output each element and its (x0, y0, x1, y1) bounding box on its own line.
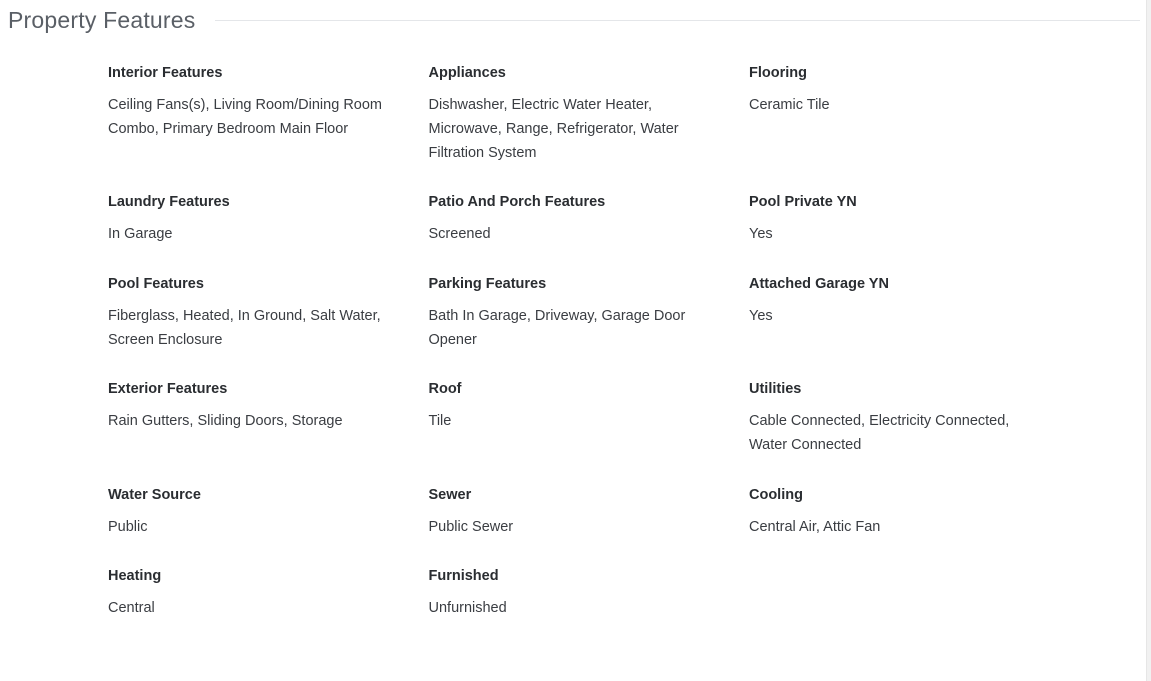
feature-value: Unfurnished (428, 600, 507, 616)
feature-label: Parking Features (428, 276, 547, 292)
feature-label: Exterior Features (108, 381, 228, 397)
section-title: Property Features (8, 6, 196, 33)
feature-roof (429, 380, 750, 486)
feature-label: Interior Features (108, 65, 223, 81)
feature-value: Cable Connected, Electricity Connected, Water Connected (749, 413, 1010, 453)
feature-value: In Garage (108, 226, 173, 242)
feature-utilities (749, 380, 1068, 486)
feature-interior-features (108, 64, 429, 193)
feature-value: Bath In Garage, Driveway, Garage Door Opener (428, 308, 686, 348)
feature-heating (108, 567, 429, 647)
feature-laundry-features (108, 193, 429, 275)
feature-water-source (108, 486, 429, 567)
section-header (8, 4, 1140, 36)
feature-label: Utilities (749, 381, 802, 397)
feature-label: Heating (108, 568, 162, 584)
feature-cooling (749, 486, 1068, 567)
feature-label: Furnished (428, 568, 499, 584)
feature-pool-private-yn (749, 193, 1068, 275)
feature-furnished (429, 567, 750, 647)
feature-value: Screened (428, 226, 491, 242)
feature-parking-features (429, 275, 750, 380)
feature-pool-features (108, 275, 429, 380)
feature-attached-garage-yn (749, 275, 1068, 380)
feature-label: Appliances (428, 65, 506, 81)
feature-sewer (429, 486, 750, 567)
feature-label: Patio And Porch Features (428, 194, 606, 210)
feature-label: Sewer (428, 487, 472, 503)
feature-patio-and-porch-features (429, 193, 750, 275)
feature-label: Attached Garage YN (749, 276, 889, 292)
feature-value: Tile (428, 413, 452, 429)
feature-label: Water Source (108, 487, 201, 503)
feature-value: Rain Gutters, Sliding Doors, Storage (108, 413, 343, 429)
feature-value: Dishwasher, Electric Water Heater, Microwave, Range, Refrigerator, Water Filtration System (428, 97, 679, 161)
feature-appliances (429, 64, 750, 193)
features-grid (108, 64, 1068, 647)
feature-label: Flooring (749, 65, 807, 81)
feature-label: Pool Private YN (749, 194, 857, 210)
feature-value: Yes (749, 226, 773, 242)
feature-value: Public Sewer (428, 519, 514, 535)
scrollbar-track[interactable] (1146, 0, 1151, 681)
feature-label: Laundry Features (108, 194, 230, 210)
feature-value: Fiberglass, Heated, In Ground, Salt Water, Screen Enclosure (108, 308, 381, 348)
feature-label: Pool Features (108, 276, 204, 292)
feature-value: Ceramic Tile (749, 97, 830, 113)
feature-exterior-features (108, 380, 429, 486)
feature-value: Yes (749, 308, 773, 324)
section-divider (215, 20, 1140, 21)
feature-value: Ceiling Fans(s), Living Room/Dining Room Combo, Primary Bedroom Main Floor (108, 97, 382, 137)
feature-value: Public (108, 519, 148, 535)
feature-label: Roof (428, 381, 462, 397)
feature-value: Central (108, 600, 155, 616)
feature-flooring (749, 64, 1068, 193)
feature-value: Central Air, Attic Fan (749, 519, 881, 535)
feature-label: Cooling (749, 487, 803, 503)
